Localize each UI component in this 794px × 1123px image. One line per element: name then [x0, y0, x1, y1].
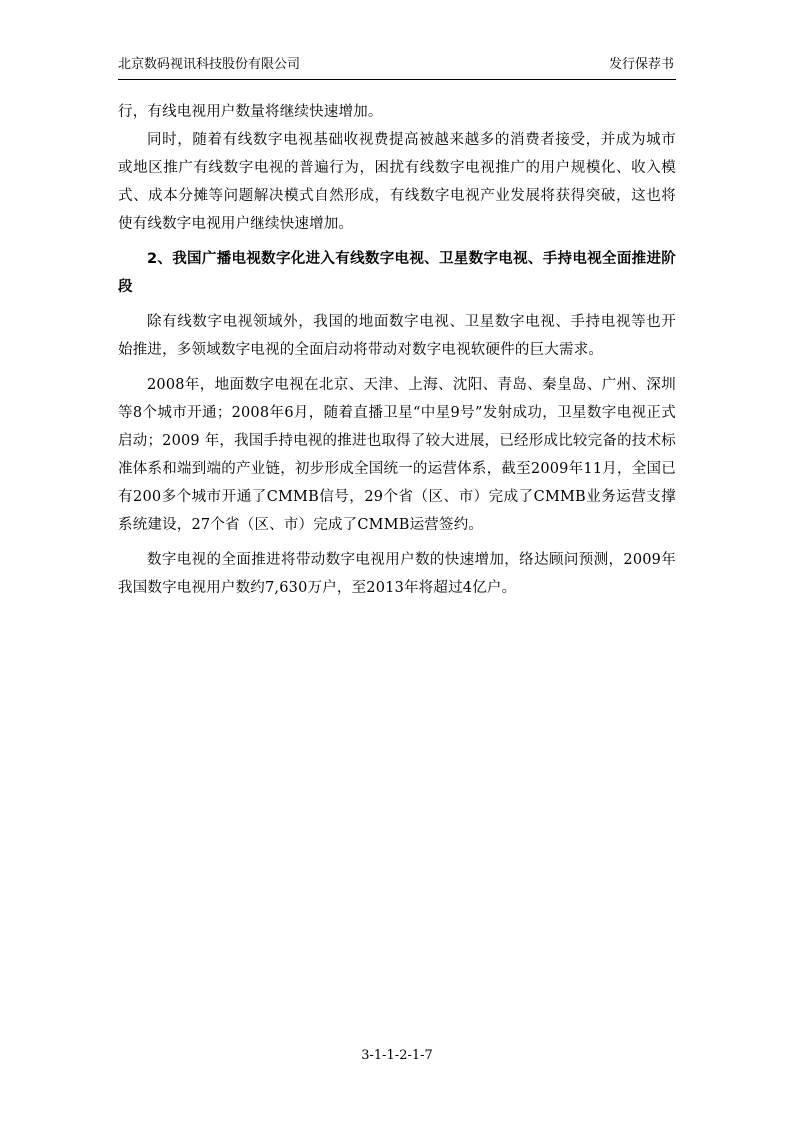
page-number: 3-1-1-2-1-7: [361, 1048, 433, 1063]
section-heading-2: 2、我国广播电视数字化进入有线数字电视、卫星数字电视、手持电视全面推进阶段: [118, 251, 676, 295]
document-body: [118, 98, 676, 602]
paragraph-forecast: 数字电视的全面推进将带动数字电视用户数的快速增加，络达顾问预测，2009年我国数字电视用户数约7,630万户，至2013年将超过4亿户。: [118, 552, 676, 596]
paragraph-multi-domain: 除有线数字电视领域外，我国的地面数字电视、卫星数字电视、手持电视等也开始推进，多领域数字电视的全面启动将带动对数字电视软硬件的巨大需求。: [118, 314, 676, 358]
header-document-type: 发行保荐书: [608, 57, 674, 72]
page-header: [118, 55, 676, 80]
paragraph-2008-rollout: 2008年，地面数字电视在北京、天津、上海、沈阳、青岛、秦皇岛、广州、深圳等8个城市开通；2008年6月，随着直播卫星“中星9号”发射成功，卫星数字电视正式启动；2009 年，我国手持电视的推进也取得了较大进展，已经形成比较完备的技术标准体系和端到端的产业链，初步形成全国统一的运营体系，截至2009年11月，全国已有200多个城市开通了CMMB信号，29个省（区、市）完成了CMMB业务运营支撑系统建设，27个省（区、市）完成了CMMB运营签约。: [118, 377, 676, 533]
header-company-name: 北京数码视讯科技股份有限公司: [118, 57, 301, 72]
paragraph-continuation: 行，有线电视用户数量将继续快速增加。: [118, 104, 383, 120]
paragraph-subscriber-growth: 同时，随着有线数字电视基础收视费提高被越来越多的消费者接受，并成为城市或地区推广有线数字电视的普遍行为，困扰有线数字电视推广的用户规模化、收入模式、成本分摊等问题解决模式自然形成，有线数字电视产业发展将获得突破，这也将使有线数字电视用户继续快速增加。: [118, 132, 676, 232]
